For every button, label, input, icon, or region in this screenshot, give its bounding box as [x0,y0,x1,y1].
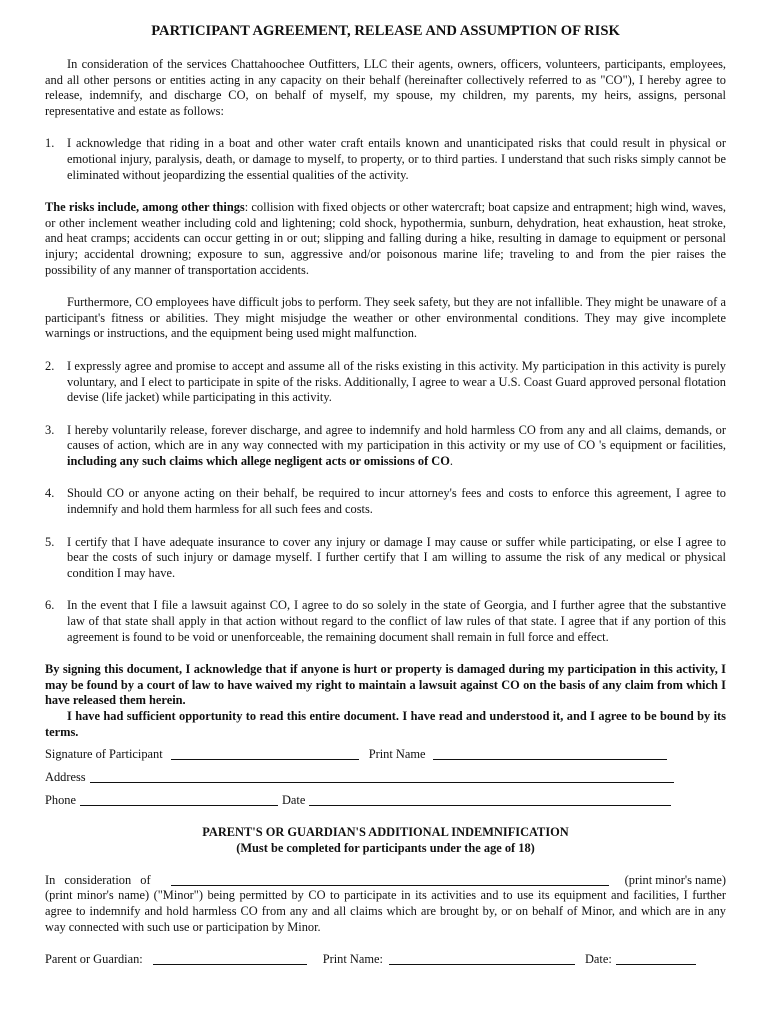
clause-number: 5. [45,534,55,549]
guardian-print-name-label: Print Name: [322,951,383,966]
clause-text: In the event that I file a lawsuit against CO, I agree to do so solely in the state of Georgia, and I further agree that the substantive law of that state shall apply in that action without regard to the conflict of law rules of that state. I agree that if any portion of this agreement is found to be void or unenforceable, the remaining document shall remain in full force and effect. [67,598,726,644]
sufficient-opportunity: I have had sufficient opportunity to read this entire document. I have read and understood it, and I agree to be bound by its terms. [45,709,726,739]
guardian-sign-row [45,951,726,967]
clause-2 [45,359,726,406]
clause-5 [45,535,726,582]
guardian-body: (print minor's name) ("Minor") being permitted by CO to participate in its activities and to use its equipment and facilities, I further agree to indemnify and hold harmless CO from any and all claims which are brought by, or on behalf of Minor, and which are in any way connected with such use or participation by Minor. [45,888,726,934]
address-label: Address [45,769,86,784]
clause-number: 1. [45,136,55,151]
furthermore-paragraph: Furthermore, CO employees have difficult jobs to perform. They seek safety, but they are not infallible. They might be unaware of a participant's fitness or abilities. They might misjudge the weather or other environmental conditions. They may give incomplete warnings or instructions, and the equipment being used might malfunction. [45,295,726,341]
minor-name-hint: (print minor's name) [624,872,726,887]
minor-name-field[interactable] [171,873,609,886]
clause-number: 2. [45,358,55,373]
minor-name-row [45,872,726,888]
print-name-label: Print Name [368,746,426,761]
print-name-field[interactable] [433,747,667,760]
date-label: Date [281,792,306,807]
clause-3 [45,423,726,470]
phone-label: Phone [45,792,76,807]
clause-3-text: I hereby voluntarily release, forever discharge, and agree to indemnify and hold harmless CO from any and all claims, demands, or causes of action, which are in any way connected with my participation in this activity or my use of CO 's equipment or facilities, [67,422,726,453]
signature-field[interactable] [171,747,359,760]
clause-4 [45,486,726,517]
risks-paragraph [45,200,726,278]
clause-6 [45,598,726,645]
clause-number: 4. [45,486,55,501]
risks-text: : collision with fixed objects or other watercraft; boat capsize and entrapment; high wind, waves, or other inclement weather including cold and lightening; cold shock, hypothermia, sunburn, dehydration, heat exhaustion, heat stroke, and heat cramps; accidents can occur getting in or out; slipping and falling during a hike, resulting in damage to equipment or personal injury; accidental drowning; exposure to sun, aggressive and/or poisonous marine life; traveling to and from the pier raises the possibility of any manner of transportation accidents. [45,200,726,277]
address-row [45,769,726,785]
date-field[interactable] [309,793,671,806]
guardian-date-label: Date: [584,951,612,966]
clause-text: I acknowledge that riding in a boat and other water craft entails known and unanticipated risks that could result in physical or emotional injury, paralysis, death, or damage to myself, to property, or to third parties. I understand that such risks simply cannot be eliminated without jeopardizing the essential qualities of the activity. [67,136,726,182]
guardian-date-field[interactable] [616,952,696,965]
risks-lead: The risks include, among other things [45,200,245,215]
document-title: PARTICIPANT AGREEMENT, RELEASE AND ASSUMPTION OF RISK [151,23,620,39]
clause-text: I expressly agree and promise to accept and assume all of the risks existing in this activity. My participation in this activity is purely voluntary, and I elect to participate in spite of the risks. Additionally, I agree to wear a U.S. Coast Guard approved personal flotation devise (life jacket) while participating in this activity. [67,358,726,405]
clause-text: Should CO or anyone acting on their behalf, be required to incur attorney's fees and costs to enforce this agreement, I agree to indemnify and hold them harmless for all such fees and costs. [67,486,726,517]
intro-paragraph: In consideration of the services Chattahoochee Outfitters, LLC their agents, owners, officers, volunteers, participants, employees, and all other persons or entities acting in any capacity on their behalf (hereinafter collectively referred to as "CO"), I hereby agree to release, indemnify, and discharge CO, on behalf of myself, my spouse, my children, my parents, my heirs, assigns, personal representative and estate as follows: [45,57,726,118]
clause-number: 3. [45,422,55,437]
guardian-heading: PARENT'S OR GUARDIAN'S ADDITIONAL INDEMNIFICATION [202,825,569,840]
guardian-print-name-field[interactable] [389,952,575,965]
signature-label: Signature of Participant [45,746,163,761]
signing-acknowledgement: By signing this document, I acknowledge that if anyone is hurt or property is damaged during my participation in this activity, I may be found by a court of law to have waived my right to maintain a lawsuit against CO on the basis of any claim from which I have released them herein. [45,662,726,708]
clause-number: 6. [45,598,55,613]
clause-3-end: . [449,453,453,468]
phone-field[interactable] [80,793,278,806]
clause-text: I certify that I have adequate insurance to cover any injury or damage I may cause or suffer while participating, or else I agree to bear the costs of such injury or damage myself. I further certify that I am willing to assume the risk of any medical or physical condition I may have. [67,534,726,580]
phone-date-row [45,792,726,808]
signature-row [45,746,726,762]
clause-1 [45,136,726,183]
consideration-label: In consideration of [45,872,151,887]
address-field[interactable] [90,770,674,783]
clause-3-bold: including any such claims which allege negligent acts or omissions of CO [67,453,450,468]
guardian-subheading: (Must be completed for participants under the age of 18) [236,840,535,855]
parent-guardian-field[interactable] [153,952,307,965]
clause-text [67,423,726,470]
parent-guardian-label: Parent or Guardian: [45,951,143,966]
